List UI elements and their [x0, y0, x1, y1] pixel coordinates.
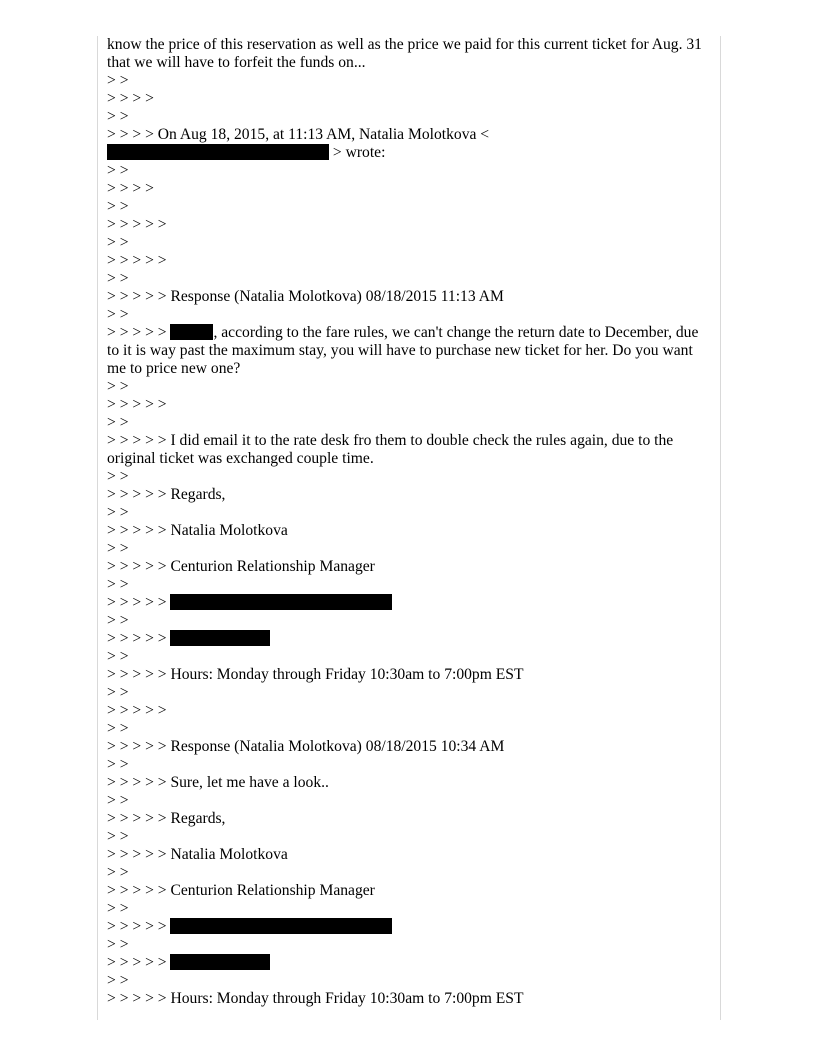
intro-text: know the price of this reservation as well as the price we paid for this current ticket for Aug. 31 that we will have to forfeit the funds on...	[107, 36, 706, 71]
quote-marker: > >	[107, 198, 129, 215]
quote-marker: > >	[107, 684, 129, 701]
quote-prefix: > > > > >	[107, 918, 171, 935]
quote-marker: > >	[107, 900, 129, 917]
redacted-phone	[170, 954, 270, 970]
signature-hours: > > > > > Hours: Monday through Friday 10:30am to 7:00pm EST	[107, 666, 524, 683]
signature-email-line	[107, 918, 707, 936]
signature-title: > > > > > Centurion Relationship Manager	[107, 882, 375, 899]
reply-attribution-email-line	[107, 144, 707, 162]
quote-prefix: > > > > >	[107, 324, 171, 341]
redacted-name	[170, 324, 213, 340]
fare-rules-message	[107, 324, 707, 378]
quote-marker: > > > > >	[107, 396, 167, 413]
signature-regards: > > > > > Regards,	[107, 486, 226, 503]
quote-marker: > > > >	[107, 180, 154, 197]
signature-name: > > > > > Natalia Molotkova	[107, 846, 288, 863]
quote-marker: > >	[107, 792, 129, 809]
signature-hours: > > > > > Hours: Monday through Friday 10:30am to 7:00pm EST	[107, 990, 524, 1007]
quote-marker: > >	[107, 378, 129, 395]
quote-marker: > >	[107, 504, 129, 521]
quote-marker: > >	[107, 306, 129, 323]
quote-marker: > >	[107, 540, 129, 557]
signature-phone-line	[107, 630, 707, 648]
response-header: > > > > > Response (Natalia Molotkova) 08/18/2015 10:34 AM	[107, 738, 505, 755]
quote-marker: > >	[107, 972, 129, 989]
quote-marker: > >	[107, 270, 129, 287]
redacted-email	[170, 918, 392, 934]
quote-marker: > >	[107, 414, 129, 431]
quote-marker: > >	[107, 828, 129, 845]
quote-marker: > >	[107, 936, 129, 953]
reply-attribution-suffix: > wrote:	[329, 144, 386, 161]
quote-marker: > >	[107, 108, 129, 125]
quote-marker: > >	[107, 234, 129, 251]
quote-marker: > >	[107, 72, 129, 89]
response-header: > > > > > Response (Natalia Molotkova) 08/18/2015 11:13 AM	[107, 288, 504, 305]
quote-marker: > > > > >	[107, 702, 167, 719]
redacted-email	[107, 144, 329, 160]
quote-marker: > >	[107, 612, 129, 629]
rate-desk-message: > > > > > I did email it to the rate desk fro them to double check the rules again, due to the original ticket was exchanged couple time.	[107, 432, 678, 467]
quote-marker: > >	[107, 756, 129, 773]
fare-rules-text: , according to the fare rules, we can't change the return date to December, due to it is way past the maximum stay, you will have to purchase new ticket for her. Do you want me to price new one?	[107, 324, 703, 377]
signature-phone-line	[107, 954, 707, 972]
signature-regards: > > > > > Regards,	[107, 810, 226, 827]
quote-marker: > > > > >	[107, 216, 167, 233]
reply-attribution-line	[107, 126, 707, 144]
quote-marker: > >	[107, 576, 129, 593]
signature-title: > > > > > Centurion Relationship Manager	[107, 558, 375, 575]
reply-attribution-prefix: > > > > On Aug 18, 2015, at 11:13 AM, Natalia Molotkova <	[107, 126, 490, 143]
quote-marker: > > > > >	[107, 252, 167, 269]
have-a-look-message: > > > > > Sure, let me have a look..	[107, 774, 329, 791]
quote-marker: > >	[107, 162, 129, 179]
quote-marker: > >	[107, 720, 129, 737]
quote-prefix: > > > > >	[107, 954, 171, 971]
signature-email-line	[107, 594, 707, 612]
quote-prefix: > > > > >	[107, 594, 171, 611]
quote-marker: > >	[107, 468, 129, 485]
quote-marker: > >	[107, 648, 129, 665]
quote-marker: > >	[107, 864, 129, 881]
quote-prefix: > > > > >	[107, 630, 171, 647]
quote-marker: > > > >	[107, 90, 154, 107]
redacted-phone	[170, 630, 270, 646]
email-thread-body	[107, 36, 707, 1008]
redacted-email	[170, 594, 392, 610]
signature-name: > > > > > Natalia Molotkova	[107, 522, 288, 539]
